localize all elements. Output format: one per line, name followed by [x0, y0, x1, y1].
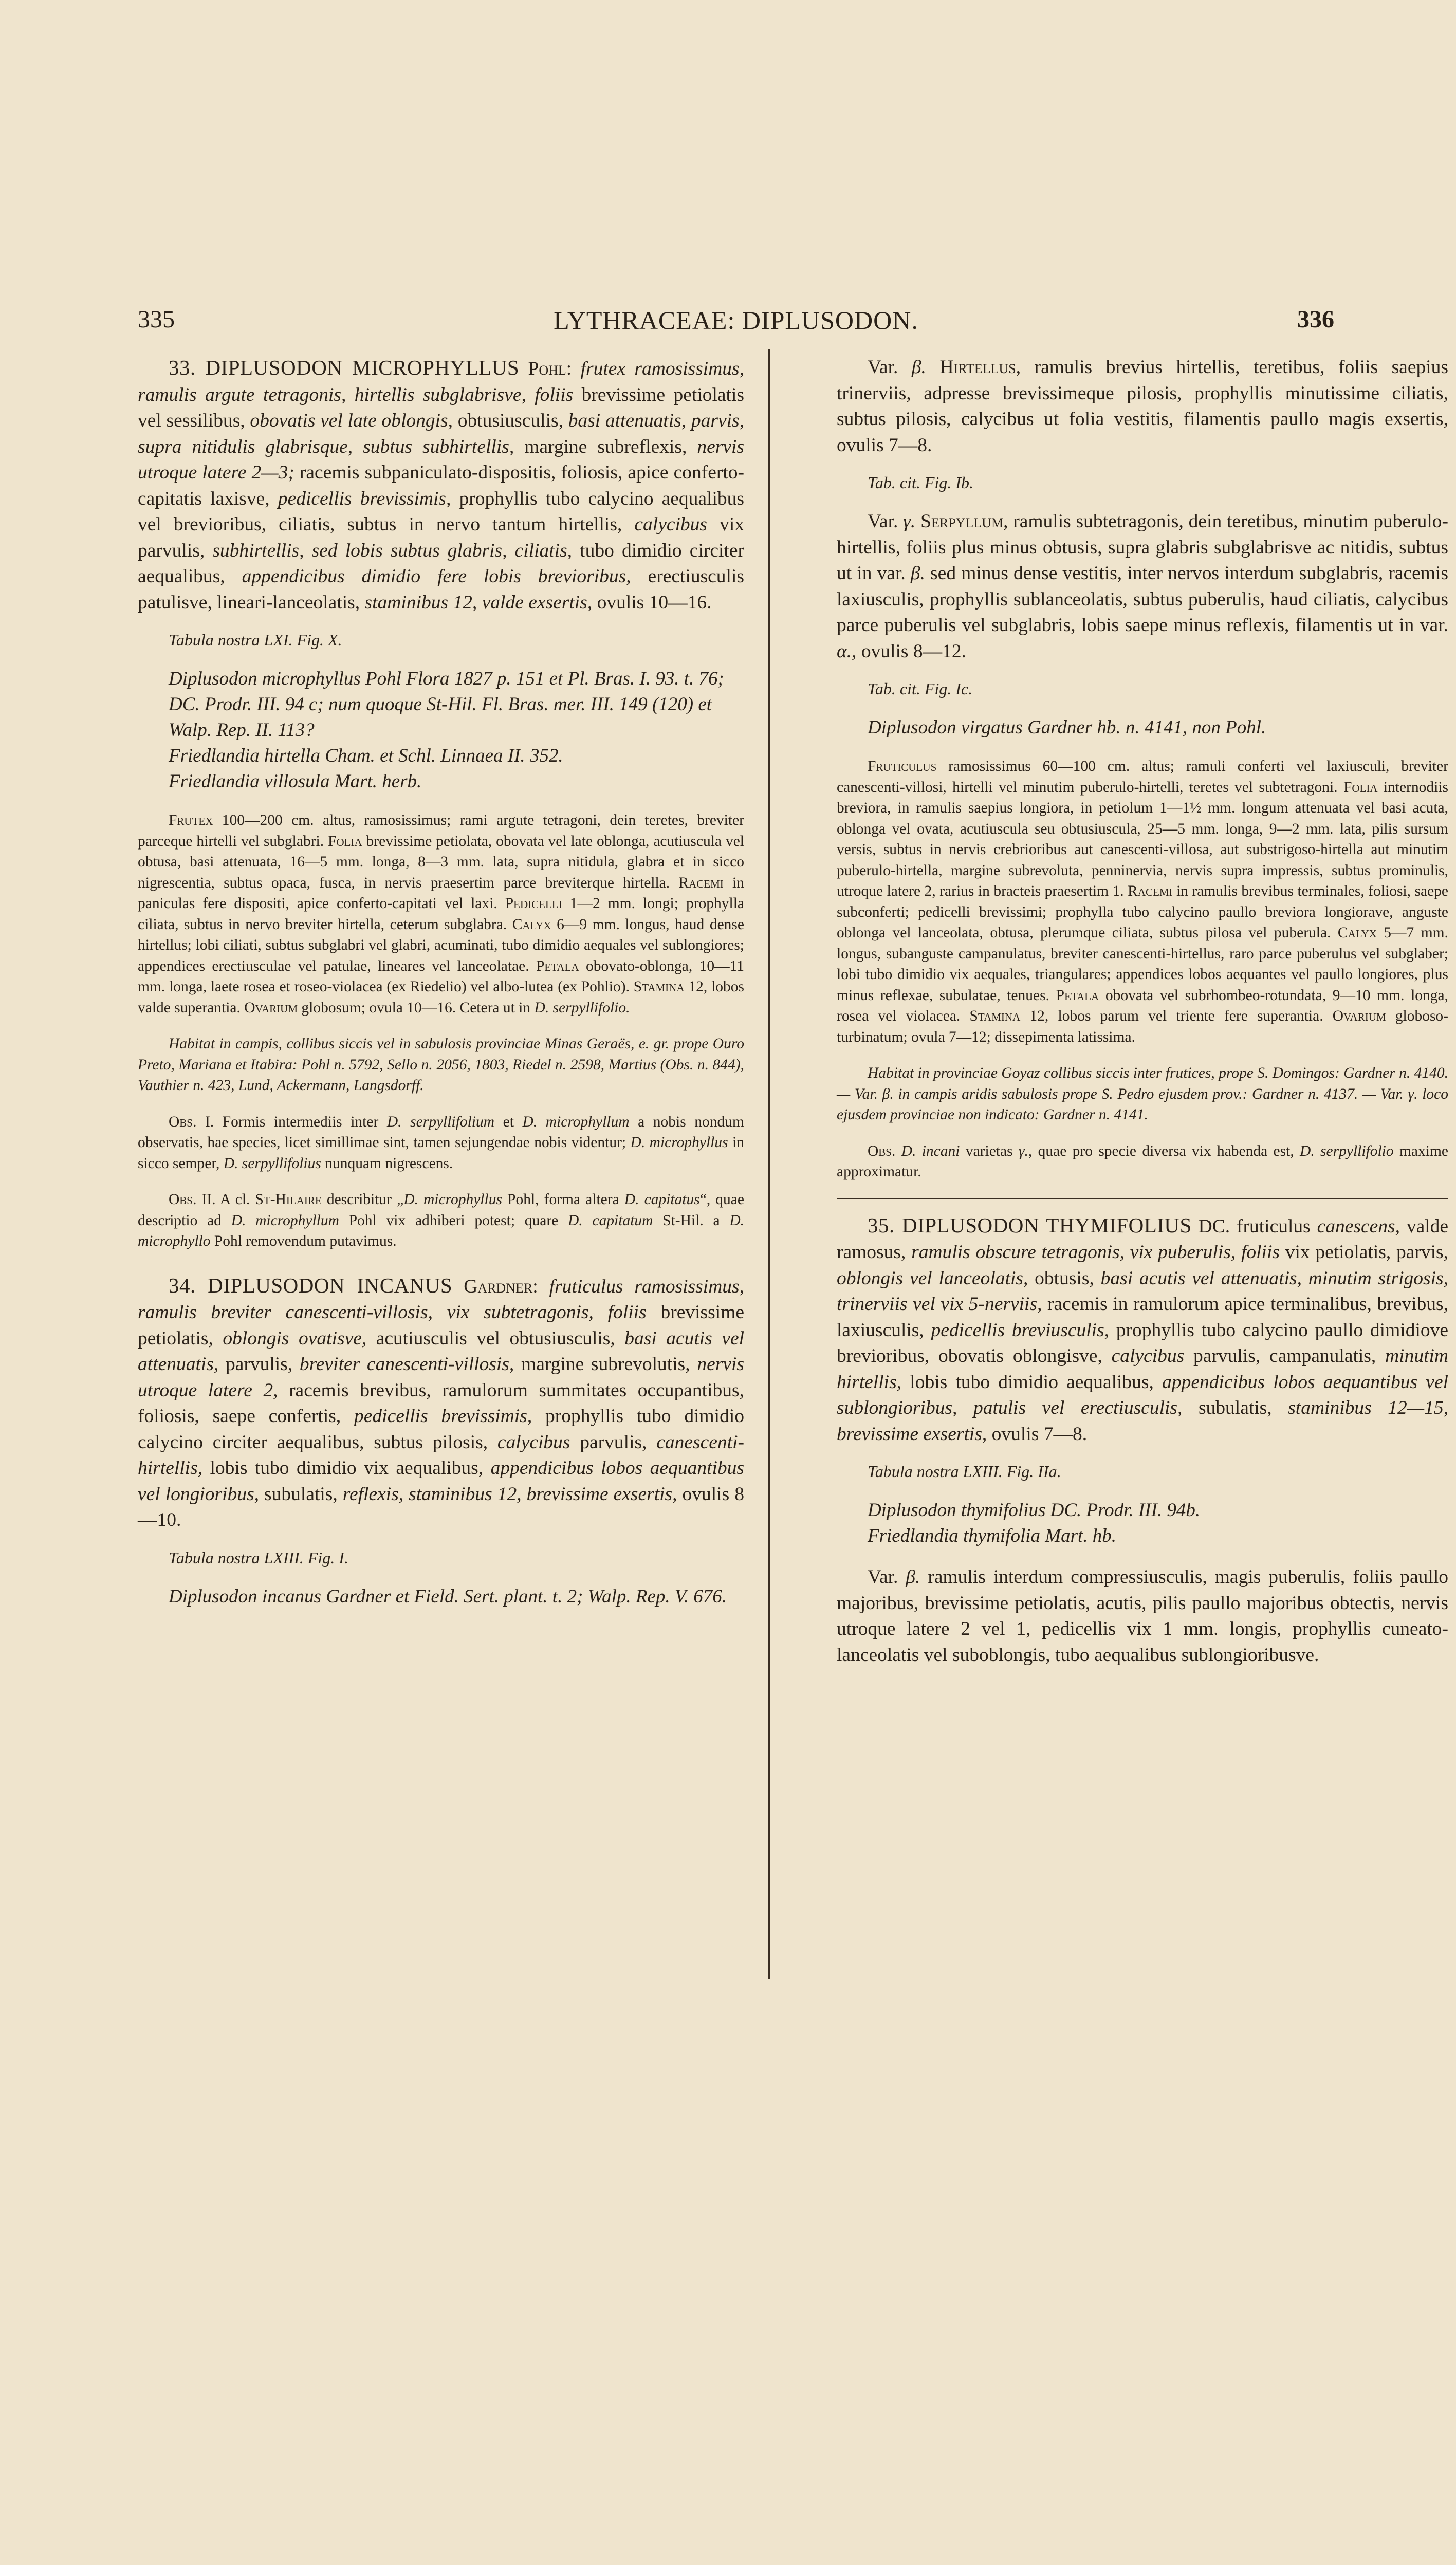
page-number-right: 336	[1297, 306, 1334, 333]
species-33-synonyms	[169, 666, 744, 795]
species-33-observation-2: Obs. II. A cl. St-Hilaire describitur „D. microphyllus Pohl, forma altera D. capitatus“, quae descriptio ad D. microphyllum Pohl vix adhiberi potest; quare D. capitatum St-Hil. a D. microphyllo Pohl removendum putavimus.	[138, 1191, 744, 1249]
species-34-heading: 34. DIPLUSODON INCANUS	[169, 1273, 453, 1297]
species-35-variety-beta: Var. β. ramulis interdum compressiusculis, magis puberulis, foliis paullo majoribus, brevissime petiolatis, acutis, pilis paullo majoribus obtectis, nervis utroque latere 2 vel 1, pedicellis vix 1 mm. longis, prophyllis cuneato-lanceolatis vel suboblongis, tubo aequalibus sublongioribusve.	[837, 1566, 1448, 1666]
variety-beta: Var. β. Hirtellus, ramulis brevius hirtellis, teretibus, foliis saepius trinerviis, adpresse brevissimeque pilosis, prophyllis minutissime ciliatis, subtus pilosis, calycibus ut folia vestitis, filamentis paullo magis exsertis, ovulis 7—8.	[837, 357, 1448, 456]
species-35-author: DC.	[1198, 1215, 1230, 1237]
species-33-observation-1: Obs. I. Formis intermediis inter D. serpyllifolium et D. microphyllum a nobis nondum observatis, hae species, licet simillimae sint, tamen sejungendae nobis videntur; D. microphyllus in sicco semper, D. serpyllifolius nunquam nigrescens.	[138, 1113, 744, 1172]
species-35-description	[837, 1212, 1448, 1448]
synonym: Friedlandia thymifolia Mart. hb.	[868, 1525, 1117, 1546]
species-34-description	[138, 1272, 744, 1534]
variety-beta-plate-ref: Tab. cit. Fig. Ib.	[868, 473, 973, 492]
species-34-diagnosis: fruticulus ramosissimus, ramulis breviter canescenti-villosis, vix subtetragonis, foliis brevissime petiolatis, oblongis ovatisve, acutiusculis vel obtusiusculis, basi acutis vel attenuatis, parvulis, breviter canescenti-villosis, margine subrevolutis, nervis utroque latere 2, racemis brevibus, ramulorum summitates occupantibus, foliosis, saepe confertis, pedicellis brevissimis, prophyllis tubo dimidio calycino circiter aequalibus, subtus pilosis, calycibus parvulis, canescenti-hirtellis, lobis tubo dimidio vix aequalibus, appendicibus lobos aequantibus vel longioribus, subulatis, reflexis, staminibus 12, brevissime exsertis, ovulis 8—10.	[138, 1276, 745, 1530]
synonym: Diplusodon incanus Gardner et Field. Sert. plant. t. 2; Walp. Rep. V. 676.	[169, 1585, 727, 1607]
species-33-morphology: Frutex 100—200 cm. altus, ramosissimus; rami argute tetragoni, dein teretes, breviter parceque hirtelli vel subglabri. Folia brevissime petiolata, obovata vel late oblonga, acutiuscula vel obtusa, basi attenuata, 16—5 mm. longa, 8—3 mm. lata, supra nitidula, glabra et in sicco nigrescentia, subtus opaca, fusca, in nervis praesertim parce breviterque hirtella. Racemi in paniculas fere dispositi, apice conferto-capitati vel laxi. Pedicelli 1—2 mm. longi; prophylla ciliata, subtus in nervo breviter hirtella, ceterum subglabra. Calyx 6—9 mm. longus, haud dense hirtellus; lobi ciliati, subtus subglabri vel glabri, acuminati, tubo dimidio aequales vel sublongiores; appendices erectiusculae vel patulae, lineares vel lanceolatae. Petala obovato-oblonga, 10—11 mm. longa, laete rosea et roseo-violacea (ex Riedelio) vel albo-lutea (ex Pohlio). Stamina 12, lobos valde superantia. Ovarium globosum; ovula 10—16. Cetera ut in D. serpyllifolio.	[138, 812, 745, 1016]
running-title: LYTHRACEAE: DIPLUSODON.	[554, 306, 918, 335]
variety-gamma-plate-ref: Tab. cit. Fig. Ic.	[868, 679, 973, 698]
species-34-morphology: Fruticulus ramosissimus 60—100 cm. altus; ramuli conferti vel laxiusculi, breviter canescenti-villosi, hirtelli vel minutim puberulo-hirtelli, teretes vel subtetragoni. Folia internodiis breviora, in ramulis saepius longiora, in petiolum 1—1½ mm. longum attenuata vel basi acuta, oblonga vel ovata, acutiuscula seu obtusiuscula, 25—5 mm. longa, 9—2 mm. lata, pilis sursum versis, subtus in nervis crebrioribus aut canescenti-villosa, aut substrigoso-hirtella aut minutim puberulo-hirtella, margine subrevoluta, penninervia, nervis supra impressis, subtus prominulis, utroque latere 2, rarius in bracteis praesertim 1. Racemi in ramulis brevibus terminales, foliosi, saepe subconferti; pedicelli brevissimi; prophylla tubo calycino paullo breviora longiorave, anguste oblonga vel lanceolata, obtusa, plerumque ciliata, subtus pilosa vel puberula. Calyx 5—7 mm. longus, subanguste campanulatus, breviter canescenti-hirtellus, raro parce puberulus vel subglaber; lobi tubo dimidio vix aequales, triangulares; appendices lobos aequantes vel paullo longiores, plus minus reflexae, subulatae, tenues. Petala obovata vel subrhombeo-rotundata, 9—10 mm. longa, rosea vel violacea. Stamina 12, lobos parum vel triente fere superantia. Ovarium globoso-turbinatum; ovula 7—12; dissepimenta latissima.	[837, 758, 1449, 1045]
synonym: Friedlandia villosula Mart. herb.	[169, 771, 422, 792]
species-33-heading: 33. DIPLUSODON MICROPHYLLUS	[169, 356, 520, 379]
species-33-habitat: Habitat in campis, collibus siccis vel in sabulosis provinciae Minas Geraës, e. gr. prope Ouro Preto, Mariana et Itabira: Pohl n. 5792, Sello n. 2056, 1803, Riedel n. 2598, Martius (Obs. n. 844), Vauthier n. 423, Lund, Ackermann, Langsdorff.	[138, 1036, 744, 1094]
left-column	[138, 355, 744, 1625]
species-35-plate-ref: Tabula nostra LXIII. Fig. IIa.	[868, 1462, 1061, 1481]
species-35-heading: 35. DIPLUSODON THYMIFOLIUS	[868, 1213, 1192, 1237]
synonym: Diplusodon microphyllus Pohl Flora 1827 p. 151 et Pl. Bras. I. 93. t. 76; DC. Prodr. III. 94 c; num quoque St-Hil. Fl. Bras. mer. III. 149 (120) et Walp. Rep. II. 113?	[169, 668, 724, 741]
right-column	[837, 355, 1448, 1682]
section-rule	[837, 1198, 1448, 1199]
species-34-synonyms	[169, 1584, 744, 1610]
species-33-author: Pohl:	[528, 358, 572, 379]
species-34-plate-ref: Tabula nostra LXIII. Fig. I.	[169, 1548, 348, 1567]
species-34-author: Gardner:	[464, 1276, 538, 1297]
species-33-plate-ref: Tabula nostra LXI. Fig. X.	[169, 631, 342, 649]
species-35-diagnosis: fruticulus canescens, valde ramosus, ramulis obscure tetragonis, vix puberulis, foliis vix petiolatis, parvis, oblongis vel lanceolatis, obtusis, basi acutis vel attenuatis, minutim strigosis, trinerviis vel vix 5-nerviis, racemis in ramulorum apice terminalibus, brevibus, laxiusculis, pedicellis breviusculis, prophyllis tubo calycino paullo dimidiove brevioribus, obovatis oblongisve, calycibus parvulis, campanulatis, minutim hirtellis, lobis tubo dimidio aequalibus, appendicibus lobos aequantibus vel sublongioribus, patulis vel erectiusculis, subulatis, staminibus 12—15, brevissime exsertis, ovulis 7—8.	[837, 1215, 1449, 1445]
page-number-left: 335	[138, 306, 175, 333]
synonym: Friedlandia hirtella Cham. et Schl. Linnaea II. 352.	[169, 745, 563, 766]
species-33-diagnosis: frutex ramosissimus, ramulis argute tetragonis, hirtellis subglabrisve, foliis brevissime petiolatis vel sessilibus, obovatis vel late oblongis, obtusiusculis, basi attenuatis, parvis, supra nitidulis glabrisque, subtus subhirtellis, margine subreflexis, nervis utroque latere 2—3; racemis subpaniculato-dispositis, foliosis, apice conferto-capitatis laxisve, pedicellis brevissimis, prophyllis tubo calycino aequalibus vel brevioribus, ciliatis, subtus in nervo tantum hirtellis, calycibus vix parvulis, subhirtellis, sed lobis subtus glabris, ciliatis, tubo dimidio circiter aequalibus, appendicibus dimidio fere lobis brevioribus, erectiusculis patulisve, lineari-lanceolatis, staminibus 12, valde exsertis, ovulis 10—16.	[138, 358, 745, 613]
species-33-description	[138, 355, 744, 616]
synonym: Diplusodon thymifolius DC. Prodr. III. 94b.	[868, 1500, 1201, 1521]
species-35-synonyms	[868, 1498, 1448, 1549]
variety-gamma-synonym: Diplusodon virgatus Gardner hb. n. 4141, non Pohl.	[868, 717, 1266, 738]
column-divider	[768, 349, 770, 1979]
variety-gamma: Var. γ. Serpyllum, ramulis subtetragonis, dein teretibus, minutim puberulo-hirtellis, foliis plus minus obtusis, supra glabris subglabrisve ac nitidis, subtus ut in var. β. sed minus dense vestitis, inter nervos interdum subglabris, racemis laxiusculis, prophyllis sublanceolatis, subtus puberulis, haud ciliatis, calycibus parce puberulis vel subglabris, lobis saepe minus reflexis, filamentis ut in var. α., ovulis 8—12.	[837, 511, 1448, 662]
running-head	[138, 305, 1334, 346]
species-34-observation: Obs. D. incani varietas γ., quae pro specie diversa vix habenda est, D. serpyllifolio maxime approximatur.	[837, 1142, 1448, 1180]
species-34-habitat: Habitat in provinciae Goyaz collibus siccis inter frutices, prope S. Domingos: Gardner n. 4140. — Var. β. in campis aridis sabulosis prope S. Pedro ejusdem prov.: Gardner n. 4137. — Var. γ. loco ejusdem provinciae non indicato: Gardner n. 4141.	[837, 1065, 1448, 1123]
